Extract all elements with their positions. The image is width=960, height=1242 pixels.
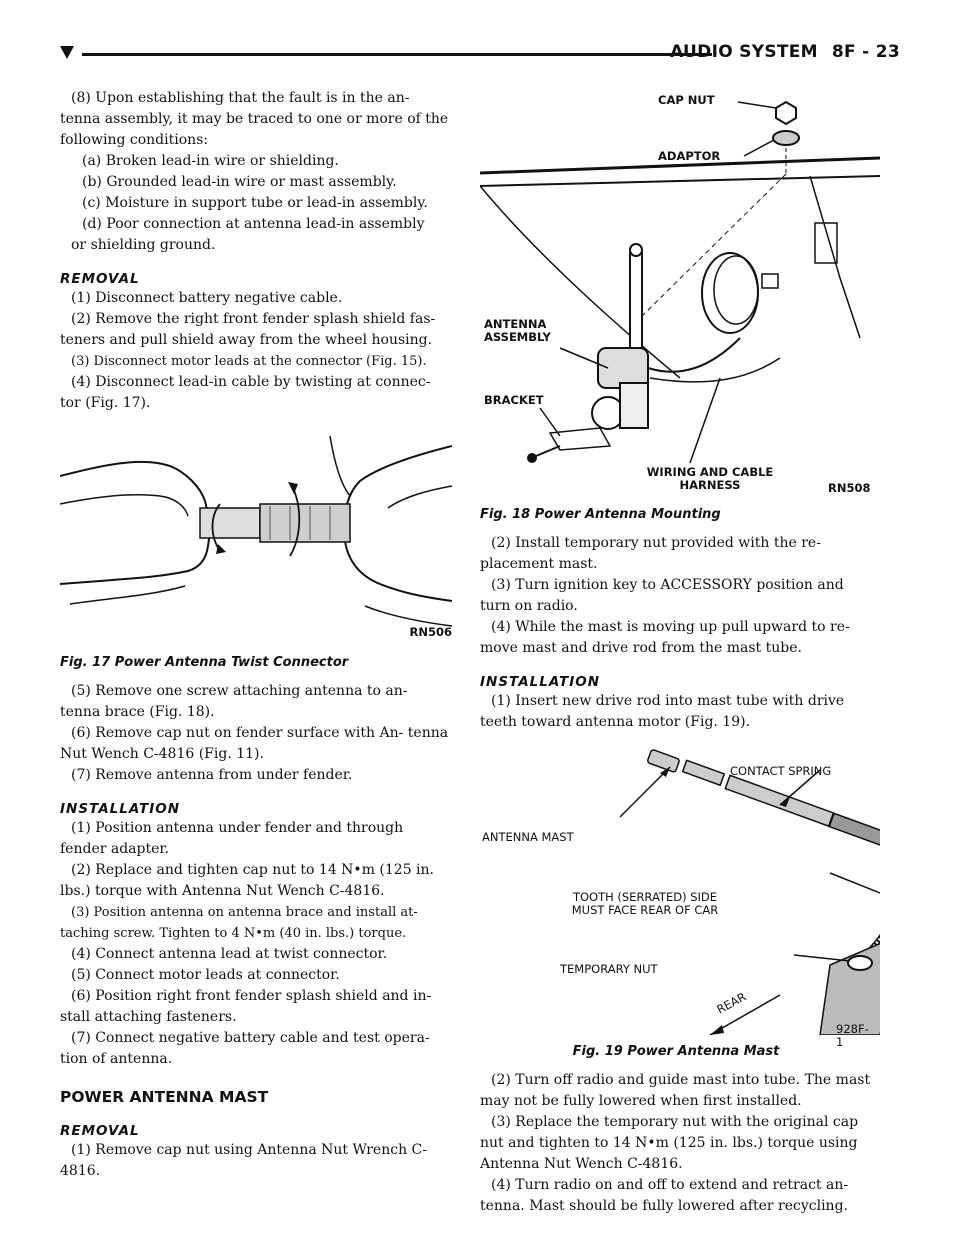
fig19-caption: Fig. 19 Power Antenna Mast: [572, 1044, 780, 1059]
mast-removal-step-4: (4) While the mast is moving up pull upward to re- move mast and drive rod from the mast tube.: [480, 619, 850, 656]
install-step-5: (5) Connect motor leads at connector.: [71, 967, 340, 983]
figure-19: [480, 745, 872, 1049]
fig18-caption: Fig. 18 Power Antenna Mounting: [480, 507, 721, 522]
fig18-antenna-assembly-label: ANTENNA ASSEMBLY: [484, 317, 551, 344]
step-8: (8) Upon establishing that the fault is in the an- tenna assembly, it may be traced to one or more of the following conditions:: [60, 90, 449, 148]
mast-removal-heading: REMOVAL: [60, 1123, 140, 1139]
condition-c: (c) Moisture in support tube or lead-in assembly.: [82, 195, 428, 211]
fig19-tooth-label: TOOTH (SERRATED) SIDE MUST FACE REAR OF CAR: [571, 890, 719, 917]
fig18-wiring-label: WIRING AND CABLE HARNESS: [646, 465, 774, 492]
page-header: [60, 40, 900, 70]
condition-d: (d) Poor connection at antenna lead-in assembly: [82, 216, 425, 232]
page-number: 8F - 23: [831, 42, 900, 62]
fig19-contact-spring-label: CONTACT SPRING: [730, 764, 832, 778]
install-step-6: (6) Position right front fender splash shield and in- stall attaching fasteners.: [60, 988, 432, 1025]
fig18-adaptor-label: ADAPTOR: [658, 149, 721, 163]
install-step-7: (7) Connect negative battery cable and test opera- tion of antenna.: [60, 1030, 430, 1067]
figure-17: [60, 426, 452, 646]
mast-removal-step-1: (1) Remove cap nut using Antenna Nut Wrench C-4816.: [60, 1142, 427, 1179]
removal-step-6: (6) Remove cap nut on fender surface with An- tenna Nut Wench C-4816 (Fig. 11).: [60, 725, 449, 762]
fig17-code: RN506: [409, 625, 452, 639]
mast-removal-step-2: (2) Install temporary nut provided with the re- placement mast.: [480, 535, 821, 572]
mast-install-step-3: (3) Replace the temporary nut with the original cap nut and tighten to 14 N•m (125 in. lbs.) torque using Antenna Nut Wench C-4816.: [480, 1114, 859, 1172]
fig17-caption: Fig. 17 Power Antenna Twist Connector: [60, 655, 349, 670]
install-step-3: (3) Position antenna on antenna brace and install at- taching screw. Tighten to 4 N•m (40 in. lbs.) torque.: [60, 905, 418, 941]
right-column: [480, 78, 872, 1217]
install-step-2: (2) Replace and tighten cap nut to 14 N•m (125 in. lbs.) torque with Antenna Nut Wench C-4816.: [60, 862, 434, 899]
mast-installation-heading: INSTALLATION: [480, 674, 601, 690]
condition-a: (a) Broken lead-in wire or shielding.: [82, 153, 339, 169]
fig18-code: RN508: [828, 481, 871, 495]
antenna-mounting-illustration: [480, 78, 880, 498]
fig19-code: 928F-1: [836, 1022, 869, 1049]
twist-connector-illustration: [60, 426, 452, 646]
header-rule: [82, 53, 712, 56]
mast-install-step-1: (1) Insert new drive rod into mast tube with drive teeth toward antenna motor (Fig. 19).: [480, 693, 845, 730]
header-title-block: [656, 42, 900, 62]
condition-d-cont: or shielding ground.: [71, 237, 216, 253]
mast-removal-step-3: (3) Turn ignition key to ACCESSORY position and turn on radio.: [480, 577, 844, 614]
left-column: [60, 88, 452, 1182]
removal-step-7: (7) Remove antenna from under fender.: [71, 767, 353, 783]
removal-step-1: (1) Disconnect battery negative cable.: [71, 290, 343, 306]
removal-step-3: (3) Disconnect motor leads at the connector (Fig. 15).: [71, 354, 427, 369]
installation-heading: INSTALLATION: [60, 801, 181, 817]
fig19-rear-label: REAR: [714, 989, 749, 1017]
install-step-1: (1) Position antenna under fender and through fender adapter.: [60, 820, 404, 857]
figure-18: [480, 78, 872, 498]
condition-b: (b) Grounded lead-in wire or mast assembly.: [82, 174, 397, 190]
mast-install-step-4: (4) Turn radio on and off to extend and retract an- tenna. Mast should be fully lowered after recycling.: [480, 1177, 849, 1214]
mast-install-step-2: (2) Turn off radio and guide mast into tube. The mast may not be fully lowered when first installed.: [480, 1072, 871, 1109]
fig18-bracket-label: BRACKET: [484, 393, 544, 407]
fig19-antenna-mast-label: ANTENNA MAST: [482, 830, 574, 844]
removal-step-2: (2) Remove the right front fender splash shield fas- teners and pull shield away from the wheel housing.: [60, 311, 436, 348]
install-step-4: (4) Connect antenna lead at twist connector.: [71, 946, 388, 962]
power-antenna-mast-heading: POWER ANTENNA MAST: [60, 1088, 269, 1106]
section-title: AUDIO SYSTEM: [670, 42, 818, 62]
removal-heading: REMOVAL: [60, 271, 140, 287]
triangle-marker-icon: [60, 46, 74, 59]
removal-step-5: (5) Remove one screw attaching antenna to an- tenna brace (Fig. 18).: [60, 683, 408, 720]
removal-step-4: (4) Disconnect lead-in cable by twisting at connec- tor (Fig. 17).: [60, 374, 431, 411]
fig19-temporary-nut-label: TEMPORARY NUT: [560, 962, 658, 976]
fig18-cap-nut-label: CAP NUT: [658, 93, 715, 107]
